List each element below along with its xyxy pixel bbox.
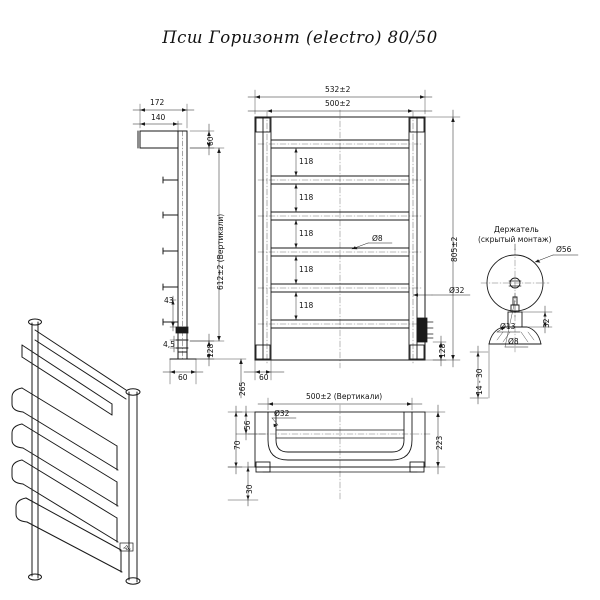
top-view-caption: 500±2 (Вертикали) — [306, 392, 383, 401]
dim-holder-32: 32 — [542, 318, 551, 328]
dim-pipe-d8: Ø8 — [372, 234, 383, 243]
page-title: Псш Горизонт (electro) 80/50 — [162, 28, 438, 47]
dim-front-bottom-60: 60 — [259, 373, 269, 382]
dim-top-d32: Ø32 — [274, 409, 290, 418]
dim-holder-d56: Ø56 — [556, 245, 572, 254]
holder-caption-line2: (скрытый монтаж) — [478, 235, 552, 244]
dim-holder-range: 14 - 30 — [475, 368, 484, 395]
dim-side-top-outer: 172 — [150, 98, 165, 107]
dim-top-70: 70 — [233, 440, 242, 450]
dim-side-top-inner: 140 — [151, 113, 166, 122]
dim-side-128: 128 — [206, 343, 215, 358]
dim-top-depth: 223 — [435, 435, 444, 450]
dim-side-bracket-height: 60 — [206, 136, 215, 146]
dim-side-265: 265 — [238, 381, 247, 396]
dim-side-height-vertical: 612±2 (Вертикали) — [216, 213, 225, 290]
dim-rung-spacing-1: 118 — [299, 157, 314, 166]
dim-rung-spacing-3: 118 — [299, 229, 314, 238]
dim-pipe-d32: Ø32 — [449, 286, 465, 295]
dim-rung-spacing-5: 118 — [299, 301, 314, 310]
svg-text:Дн: Дн — [122, 544, 132, 554]
dim-holder-d13: Ø13 — [500, 322, 516, 331]
dim-front-height-outer: 805±2 — [450, 236, 459, 262]
dim-rung-spacing-4: 118 — [299, 265, 314, 274]
dim-front-width-outer: 532±2 — [325, 85, 351, 94]
dim-side-43: 43 — [164, 296, 174, 305]
dim-rung-spacing-2: 118 — [299, 193, 314, 202]
dim-front-width-inner: 500±2 — [325, 99, 351, 108]
holder-caption-line1: Держатель — [494, 225, 539, 234]
dim-top-56: 56 — [243, 420, 252, 430]
dim-holder-d8: Ø8 — [508, 337, 519, 346]
dim-top-30: 30 — [245, 484, 254, 494]
dim-side-bottom-60: 60 — [178, 373, 188, 382]
dim-front-128: 128 — [438, 343, 447, 358]
dim-side-45: 4,5 — [163, 340, 175, 349]
